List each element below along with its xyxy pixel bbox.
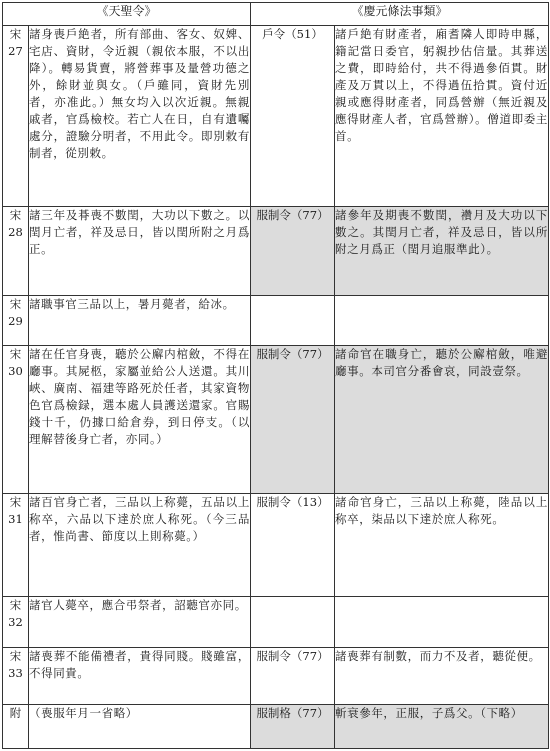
table-row	[3, 648, 549, 705]
statute-title	[251, 296, 335, 346]
qingyuan-text: 諸命官在職身亡，聽於公廨棺斂，唯避廳事。本司官分番會哀，同設壹祭。	[335, 346, 549, 494]
table-row	[3, 207, 549, 296]
tiansheng-text: 諸三年及朞喪不數閏，大功以下數之。以閏月亡者，祥及忌日，皆以閏所附之月爲正。	[29, 207, 251, 296]
tiansheng-text: 諸在任官身喪，聽於公廨内棺斂，不得在廳事。其屍柩，家屬並給公人送還。其川峽、廣南、福建等路死於任者，其家資物色官爲檢録，選本處人員護送還家。官賜錢十千，仍據口給倉券，到日停支。（以理解替後身亡者，亦同。）	[29, 346, 251, 494]
header-row	[3, 3, 549, 26]
statute-title: 服制格（77）	[251, 705, 335, 749]
statute-title: 服制令（77）	[251, 207, 335, 296]
qingyuan-text	[335, 597, 549, 648]
article-label: 附	[3, 705, 29, 749]
statute-title: 服制令（77）	[251, 648, 335, 705]
tiansheng-text: 諸官人薨卒，應合弔祭者，詔聽官亦同。	[29, 597, 251, 648]
statute-title: 服制令（77）	[251, 346, 335, 494]
comparison-table	[2, 2, 549, 749]
statute-title: 服制令（13）	[251, 494, 335, 597]
article-label: 宋32	[3, 597, 29, 648]
tiansheng-text: （喪服年月一省略）	[29, 705, 251, 749]
qingyuan-text	[335, 296, 549, 346]
article-label: 宋27	[3, 26, 29, 207]
table-row	[3, 26, 549, 207]
header-qingyuan: 《慶元條法事類》	[251, 3, 549, 26]
table-row	[3, 597, 549, 648]
table-row	[3, 705, 549, 749]
qingyuan-text: 斬衰參年，正服，子爲父。（下略）	[335, 705, 549, 749]
qingyuan-text: 諸戶絶有財產者，廂耆隣人即時申縣，籍記當日委官，躬親抄估信量。其葬送之費，即時給付，共不得過參佰貫。財產及万貫以上，不得過伍拾貫。資付近親或應得財產者，同爲營辦（無近親及應得財產人者，官爲營辦）。僧道即委主首。	[335, 26, 549, 207]
tiansheng-text: 諸喪葬不能備禮者，貴得同賤。賤雖富，不得同貴。	[29, 648, 251, 705]
article-label: 宋33	[3, 648, 29, 705]
article-label: 宋29	[3, 296, 29, 346]
qingyuan-text: 諸參年及期喪不數閏，襸月及大功以下數之。其閏月亡者，祥及忌日，皆以所附之月爲正（閏月追服準此）。	[335, 207, 549, 296]
table-row	[3, 296, 549, 346]
tiansheng-text: 諸百官身亡者，三品以上称薨，五品以上称卒，六品以下達於庶人称死。（今三品者，惟尚書、節度以上則称薨。）	[29, 494, 251, 597]
article-label: 宋30	[3, 346, 29, 494]
table-row	[3, 494, 549, 597]
article-label: 宋28	[3, 207, 29, 296]
statute-title	[251, 597, 335, 648]
tiansheng-text: 諸職事官三品以上，暑月薨者，給冰。	[29, 296, 251, 346]
statute-title: 戶令（51）	[251, 26, 335, 207]
table-row	[3, 346, 549, 494]
tiansheng-text: 諸身喪戶絶者，所有部曲、客女、奴婢、宅店、資財，令近親（親依本服，不以出降）。轉易貨賣，將營葬事及量營功德之外，餘財並與女。（戶雖同，資財先別者，亦准此。）無女均入以次近親。無親戚者，官爲檢校。若亡人在日，自有遺囑處分，證驗分明者，不用此令。即別敕有制者，從別敕。	[29, 26, 251, 207]
qingyuan-text: 諸命官身亡，三品以上称薨，陸品以上称卒，柒品以下達於庶人称死。	[335, 494, 549, 597]
qingyuan-text: 諸喪葬有制數，而力不及者，聽從便。	[335, 648, 549, 705]
header-tiansheng: 《天聖令》	[3, 3, 251, 26]
article-label: 宋31	[3, 494, 29, 597]
